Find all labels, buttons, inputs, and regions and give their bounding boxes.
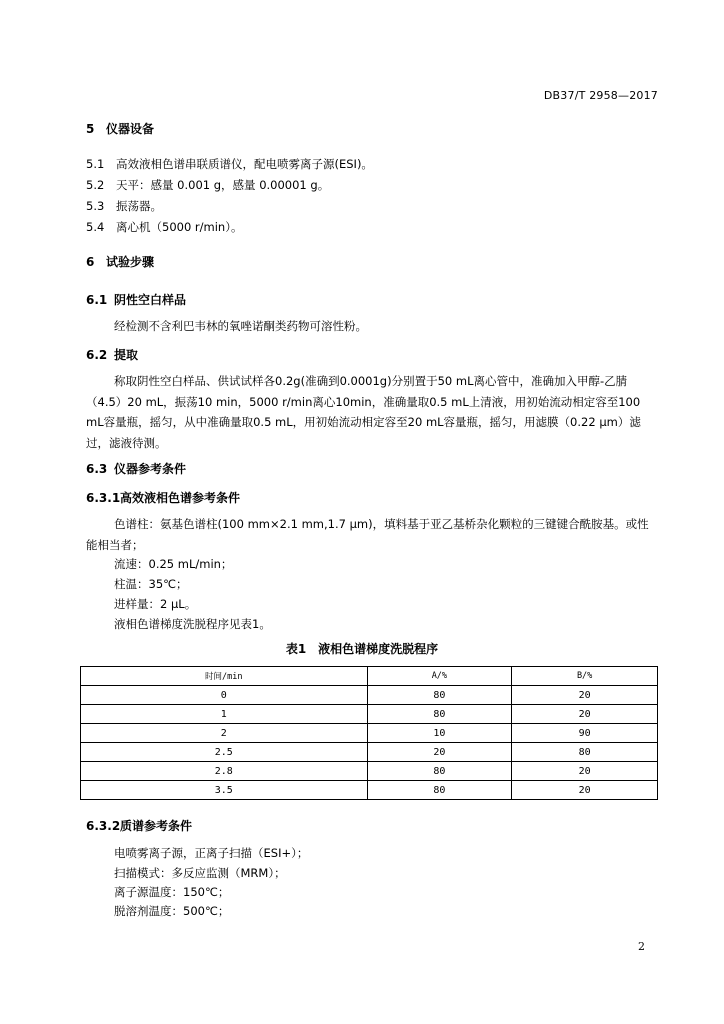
section-title: 试验步骤 <box>106 255 155 269</box>
gradient-table <box>80 666 658 800</box>
column-header: 时间/min <box>81 667 368 686</box>
table-row <box>81 743 658 762</box>
subsection-6-3-1-heading <box>86 489 240 506</box>
table-cell: 20 <box>512 686 658 705</box>
table-row <box>81 705 658 724</box>
table-cell: 2.8 <box>81 762 368 781</box>
section-number: 5 <box>86 122 95 136</box>
item-number: 5.3 <box>86 199 105 213</box>
table-cell: 1 <box>81 705 368 724</box>
list-item <box>86 219 242 235</box>
table-row <box>81 724 658 743</box>
table-cell: 3.5 <box>81 781 368 800</box>
table-cell: 80 <box>367 781 512 800</box>
table-row <box>81 762 658 781</box>
table-cell: 2.5 <box>81 743 368 762</box>
paragraph: 色谱柱：氨基色谱柱(100 mm×2.1 mm,1.7 μm)，填料基于亚乙基桥杂化颗粒的三键键合酰胺基。或性能相当者； <box>86 517 649 552</box>
condition-line: 柱温：35℃； <box>114 577 188 591</box>
subsection-number: 6.3.2 <box>86 819 121 833</box>
section-title: 仪器设备 <box>106 122 155 136</box>
table-row <box>81 781 658 800</box>
table-cell: 90 <box>512 724 658 743</box>
condition-line: 流速：0.25 mL/min； <box>114 557 233 571</box>
subsection-6-1-heading <box>86 291 186 308</box>
column-header: A/% <box>367 667 512 686</box>
item-text: 离心机（5000 r/min）。 <box>116 220 243 234</box>
item-text: 振荡器。 <box>116 199 162 213</box>
table-cell: 10 <box>367 724 512 743</box>
condition-line: 液相色谱梯度洗脱程序见表1。 <box>114 617 271 631</box>
list-item <box>86 177 329 193</box>
item-text: 高效液相色谱串联质谱仪，配电喷雾离子源(ESI)。 <box>116 157 373 171</box>
subsection-title: 阴性空白样品 <box>114 293 187 307</box>
condition-line: 脱溶剂温度：500℃； <box>114 904 230 918</box>
subsection-number: 6.2 <box>86 348 108 362</box>
page-number: 2 <box>638 940 645 953</box>
table-cell: 20 <box>512 781 658 800</box>
item-number: 5.4 <box>86 220 105 234</box>
list-item <box>86 198 162 214</box>
subsection-number: 6.3 <box>86 462 108 476</box>
subsection-title: 提取 <box>114 348 139 362</box>
condition-line: 进样量：2 μL。 <box>114 597 197 611</box>
subsection-number: 6.1 <box>86 293 108 307</box>
table-row <box>81 686 658 705</box>
subsection-title: 质谱参考条件 <box>120 819 193 833</box>
subsection-6-3-2-heading <box>86 817 192 834</box>
condition-line: 离子源温度：150℃； <box>114 885 230 899</box>
subsection-6-2-heading <box>86 346 138 363</box>
table-cell: 2 <box>81 724 368 743</box>
subsection-title: 高效液相色谱参考条件 <box>120 491 241 505</box>
table-header-row <box>81 667 658 686</box>
table-caption: 表1 液相色谱梯度洗脱程序 <box>285 642 439 656</box>
table-cell: 20 <box>367 743 512 762</box>
table-cell: 80 <box>367 762 512 781</box>
item-number: 5.1 <box>86 157 105 171</box>
section-number: 6 <box>86 255 95 269</box>
condition-line: 电喷雾离子源，正离子扫描（ESI+）； <box>114 846 309 860</box>
paragraph: 经检测不含利巴韦林的氧唑诺酮类药物可溶性粉。 <box>114 319 367 333</box>
condition-line: 扫描模式：多反应监测（MRM）； <box>114 866 286 880</box>
subsection-6-3-heading <box>86 460 186 477</box>
section-5-heading <box>86 120 154 137</box>
table-cell: 80 <box>367 705 512 724</box>
table-cell: 20 <box>512 762 658 781</box>
item-text: 天平：感量 0.001 g，感量 0.00001 g。 <box>116 178 330 192</box>
list-item <box>86 156 373 172</box>
subsection-number: 6.3.1 <box>86 491 121 505</box>
table-cell: 80 <box>367 686 512 705</box>
standard-code-header: DB37/T 2958—2017 <box>543 89 658 102</box>
item-number: 5.2 <box>86 178 105 192</box>
subsection-title: 仪器参考条件 <box>114 462 187 476</box>
section-6-heading <box>86 253 154 270</box>
table-cell: 0 <box>81 686 368 705</box>
table-cell: 80 <box>512 743 658 762</box>
table-cell: 20 <box>512 705 658 724</box>
column-header: B/% <box>512 667 658 686</box>
paragraph: 称取阴性空白样品、供试试样各0.2g(准确到0.0001g)分别置于50 mL离心管中，准确加入甲醇-乙腈（4.5）20 mL，振荡10 min，5000 r/min离心10min，准确量取0.5 mL上清液，用初始流动相定容至100 mL容量瓶，摇匀，从中准确量取0.5 mL，用初始流动相定容至20 mL容量瓶，摇匀，用滤膜（0.22 μm）滤过，滤液待测。 <box>86 374 641 450</box>
